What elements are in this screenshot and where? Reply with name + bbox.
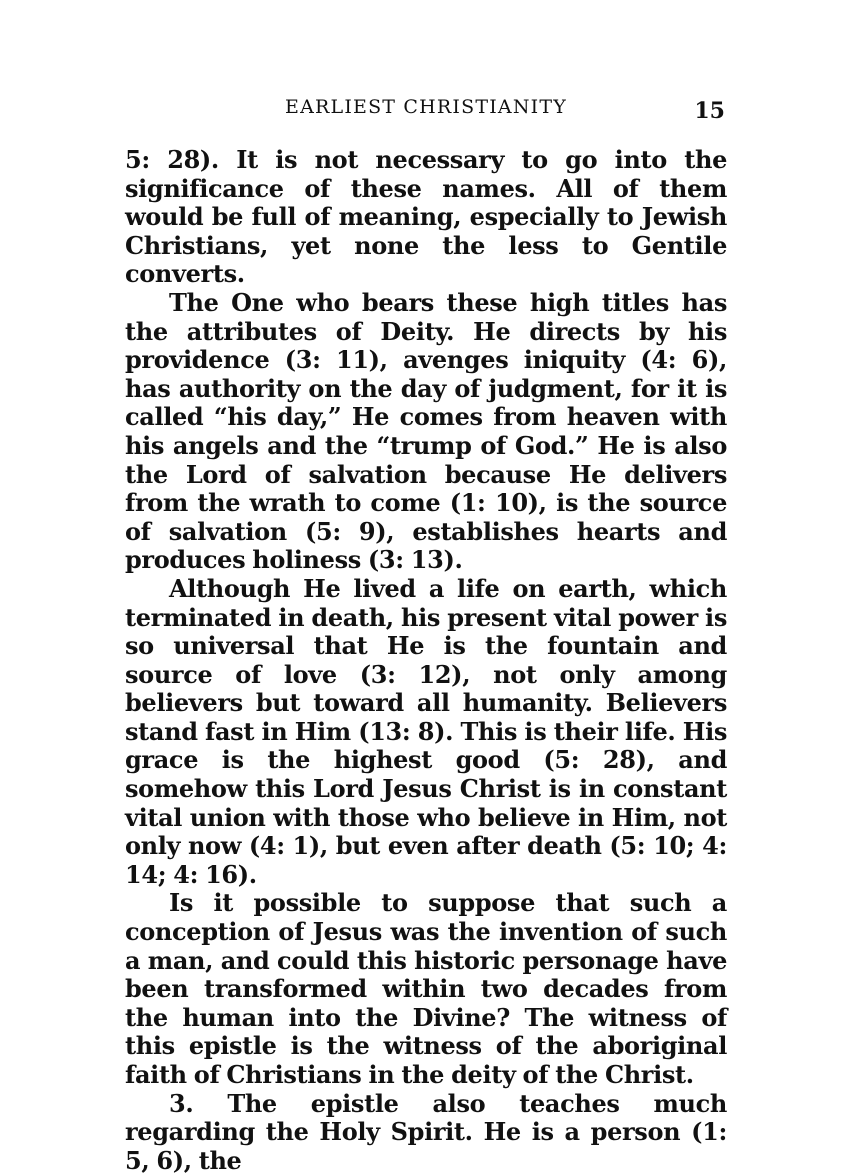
body-text bbox=[125, 146, 727, 1175]
running-title: EARLIEST CHRISTIANITY bbox=[285, 96, 567, 118]
paragraph-continuation: 5: 28). It is not necessary to go into the significance of these names. All of them would be full of meaning, especially to Jewish Christians, yet none the less to Gentile converts. bbox=[125, 145, 727, 289]
page-number: 15 bbox=[694, 98, 725, 124]
paragraph-conception-of-jesus: Is it possible to suppose that such a conception of Jesus was the invention of such a man, and could this historic personage have been transformed within two decades from the human into the Divine? The witness of this epistle is the witness of the aboriginal faith of Christians in the deity of the Christ. bbox=[125, 888, 727, 1089]
paragraph-vital-power: Although He lived a life on earth, which terminated in death, his present vital power is so universal that He is the fountain and source of love (3: 12), not only among believers but toward all humanity. Believers stand fast in Him (13: 8). This is their life. His grace is the highest good (5: 28), and somehow this Lord Jesus Christ is in constant vital union with those who believe in Him, not only now (4: 1), but even after death (5: 10; 4: 14; 4: 16). bbox=[125, 573, 727, 889]
paragraph-holy-spirit: 3. The epistle also teaches much regarding the Holy Spirit. He is a person (1: 5, 6), the bbox=[125, 1088, 727, 1175]
running-head bbox=[125, 92, 727, 132]
paragraph-attributes-of-deity: The One who bears these high titles has the attributes of Deity. He directs by his providence (3: 11), avenges iniquity (4: 6), has authority on the day of judgment, for it is called “his day,” He comes from heaven with his angels and the “trump of God.” He is also the Lord of salvation because He delivers from the wrath to come (1: 10), is the source of salvation (5: 9), establishes hearts and produces holiness (3: 13). bbox=[125, 287, 727, 575]
